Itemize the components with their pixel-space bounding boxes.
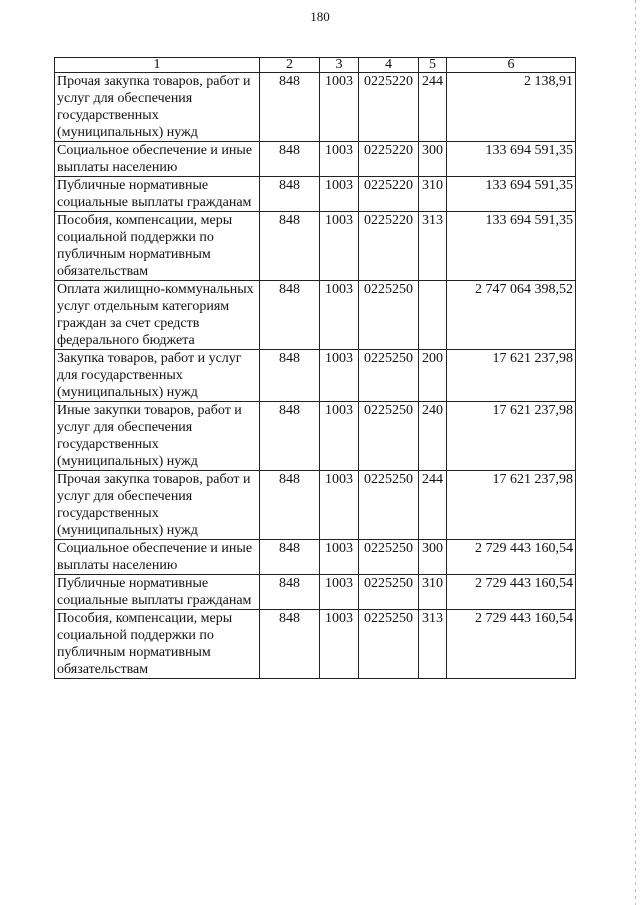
table-header-row [55, 58, 576, 73]
row-amount-cell: 2 729 443 160,54 [447, 575, 576, 610]
table-row [55, 212, 576, 281]
row-amount-cell: 2 729 443 160,54 [447, 610, 576, 679]
row-code-5-cell: 240 [419, 402, 447, 471]
row-code-5-cell: 310 [419, 575, 447, 610]
row-code-3-cell: 1003 [320, 350, 359, 402]
row-amount-cell: 17 621 237,98 [447, 350, 576, 402]
row-code-3-cell: 1003 [320, 471, 359, 540]
row-name-cell: Публичные нормативные социальные выплаты гражданам [55, 575, 260, 610]
row-name-cell: Социальное обеспечение и иные выплаты населению [55, 540, 260, 575]
row-code-3-cell: 1003 [320, 540, 359, 575]
row-code-4-cell: 0225250 [359, 471, 419, 540]
row-code-2-cell: 848 [260, 540, 320, 575]
scan-edge-line [635, 0, 636, 905]
row-code-4-cell: 0225220 [359, 177, 419, 212]
table-row [55, 402, 576, 471]
row-code-5-cell: 244 [419, 471, 447, 540]
row-code-4-cell: 0225250 [359, 402, 419, 471]
row-code-5-cell: 244 [419, 73, 447, 142]
row-name-cell: Социальное обеспечение и иные выплаты населению [55, 142, 260, 177]
table-row [55, 610, 576, 679]
row-code-4-cell: 0225250 [359, 575, 419, 610]
row-code-4-cell: 0225250 [359, 540, 419, 575]
column-header-5: 5 [419, 58, 447, 73]
column-header-6: 6 [447, 58, 576, 73]
row-code-3-cell: 1003 [320, 177, 359, 212]
row-amount-cell: 133 694 591,35 [447, 177, 576, 212]
row-code-4-cell: 0225250 [359, 610, 419, 679]
row-code-5-cell: 313 [419, 610, 447, 679]
row-code-3-cell: 1003 [320, 73, 359, 142]
row-code-2-cell: 848 [260, 610, 320, 679]
row-name-cell: Оплата жилищно-коммунальных услуг отдельным категориям граждан за счет средств федерального бюджета [55, 281, 260, 350]
row-code-2-cell: 848 [260, 142, 320, 177]
column-header-1: 1 [55, 58, 260, 73]
table-row [55, 281, 576, 350]
row-code-3-cell: 1003 [320, 610, 359, 679]
row-code-3-cell: 1003 [320, 281, 359, 350]
table-row [55, 575, 576, 610]
row-amount-cell: 17 621 237,98 [447, 471, 576, 540]
row-code-5-cell: 313 [419, 212, 447, 281]
row-code-2-cell: 848 [260, 281, 320, 350]
row-name-cell: Прочая закупка товаров, работ и услуг для обеспечения государственных (муниципальных) нужд [55, 73, 260, 142]
column-header-2: 2 [260, 58, 320, 73]
row-amount-cell: 133 694 591,35 [447, 142, 576, 177]
row-code-5-cell: 200 [419, 350, 447, 402]
row-code-2-cell: 848 [260, 73, 320, 142]
row-name-cell: Пособия, компенсации, меры социальной поддержки по публичным нормативным обязательствам [55, 610, 260, 679]
row-code-2-cell: 848 [260, 350, 320, 402]
table-row [55, 540, 576, 575]
row-amount-cell: 17 621 237,98 [447, 402, 576, 471]
row-code-4-cell: 0225220 [359, 142, 419, 177]
row-code-2-cell: 848 [260, 402, 320, 471]
table-row [55, 73, 576, 142]
page-number: 180 [310, 9, 330, 24]
column-header-3: 3 [320, 58, 359, 73]
column-header-4: 4 [359, 58, 419, 73]
row-code-3-cell: 1003 [320, 402, 359, 471]
table-body [55, 73, 576, 679]
row-name-cell: Иные закупки товаров, работ и услуг для обеспечения государственных (муниципальных) нужд [55, 402, 260, 471]
table-row [55, 177, 576, 212]
row-code-5-cell: 310 [419, 177, 447, 212]
row-code-2-cell: 848 [260, 212, 320, 281]
row-code-5-cell: 300 [419, 142, 447, 177]
table-row [55, 471, 576, 540]
table-row [55, 142, 576, 177]
row-amount-cell: 2 729 443 160,54 [447, 540, 576, 575]
row-name-cell: Закупка товаров, работ и услуг для государственных (муниципальных) нужд [55, 350, 260, 402]
row-code-4-cell: 0225250 [359, 281, 419, 350]
row-amount-cell: 133 694 591,35 [447, 212, 576, 281]
row-code-3-cell: 1003 [320, 142, 359, 177]
budget-table [54, 57, 576, 679]
row-amount-cell: 2 138,91 [447, 73, 576, 142]
row-amount-cell: 2 747 064 398,52 [447, 281, 576, 350]
row-name-cell: Пособия, компенсации, меры социальной поддержки по публичным нормативным обязательствам [55, 212, 260, 281]
row-code-3-cell: 1003 [320, 575, 359, 610]
row-name-cell: Прочая закупка товаров, работ и услуг для обеспечения государственных (муниципальных) нужд [55, 471, 260, 540]
row-code-4-cell: 0225220 [359, 73, 419, 142]
row-code-3-cell: 1003 [320, 212, 359, 281]
row-code-5-cell [419, 281, 447, 350]
row-code-5-cell: 300 [419, 540, 447, 575]
row-code-4-cell: 0225250 [359, 350, 419, 402]
row-code-4-cell: 0225220 [359, 212, 419, 281]
row-code-2-cell: 848 [260, 575, 320, 610]
row-code-2-cell: 848 [260, 177, 320, 212]
row-name-cell: Публичные нормативные социальные выплаты гражданам [55, 177, 260, 212]
table-row [55, 350, 576, 402]
row-code-2-cell: 848 [260, 471, 320, 540]
